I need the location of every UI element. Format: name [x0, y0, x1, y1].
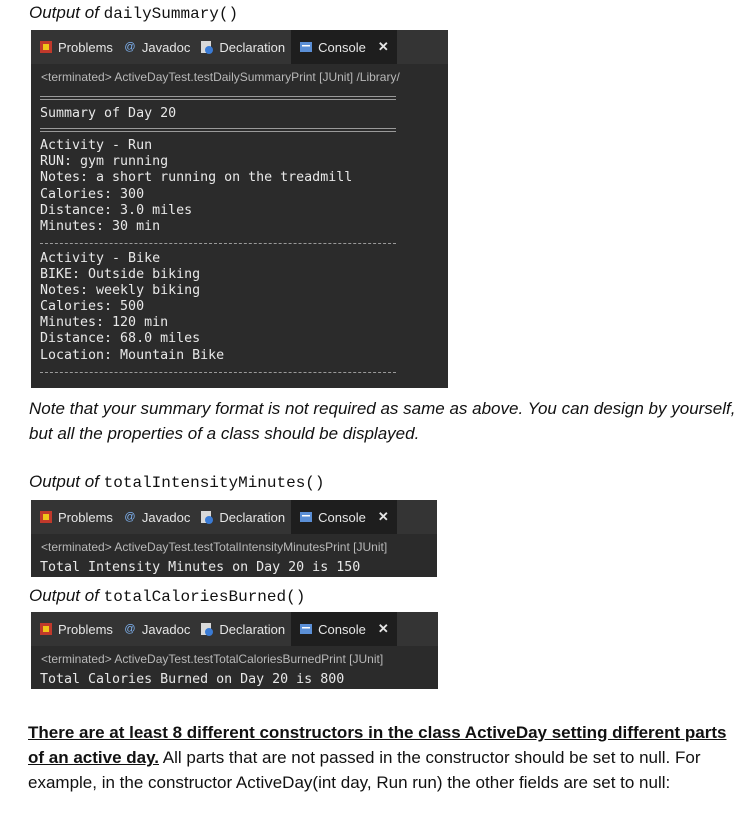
method-name: totalCaloriesBurned() — [103, 588, 306, 606]
tab-declaration[interactable] — [200, 510, 285, 525]
divider — [40, 364, 448, 380]
divider — [40, 90, 448, 106]
heading-total-intensity — [29, 472, 325, 492]
close-icon[interactable]: ✕ — [377, 509, 389, 524]
tab-console[interactable] — [291, 612, 397, 646]
method-name: dailySummary() — [103, 5, 239, 23]
declaration-icon — [200, 40, 214, 54]
problems-icon — [39, 40, 53, 54]
console-line: Minutes: 120 min — [40, 315, 169, 331]
console-line: BIKE: Outside biking — [40, 267, 201, 283]
output-of-label: Output of — [29, 586, 99, 605]
view-tab-bar — [31, 500, 437, 534]
console-line: Distance: 3.0 miles — [40, 202, 193, 218]
tab-declaration[interactable] — [200, 622, 285, 637]
constructors-paragraph — [28, 720, 740, 795]
javadoc-icon: @ — [124, 511, 136, 523]
tab-problems[interactable] — [39, 40, 113, 55]
console-line: Calories: 300 — [40, 186, 145, 202]
console-line: Activity - Run — [40, 138, 153, 154]
console-status: <terminated> ActiveDayTest.testDailySummaryPrint [JUnit] /Library/ — [41, 70, 400, 84]
heading-daily-summary — [29, 3, 238, 23]
console-output — [31, 560, 437, 576]
console-line: Total Intensity Minutes on Day 20 is 150 — [40, 560, 361, 575]
heading-total-calories — [29, 586, 305, 606]
divider — [40, 235, 448, 251]
problems-icon — [39, 510, 53, 524]
console-line: Notes: weekly biking — [40, 283, 201, 299]
console-icon — [299, 510, 313, 524]
tab-label: Javadoc — [141, 621, 191, 637]
output-of-label: Output of — [29, 472, 99, 491]
console-icon — [299, 622, 313, 636]
console-output — [31, 672, 438, 688]
tab-label: Problems — [58, 509, 113, 525]
constructors-detail: All parts that are not passed in the constructor should be set to null. For example, in the constructor ActiveDay(int day, Run run) the other fields are set to null: — [28, 748, 701, 792]
tab-label: Problems — [58, 621, 113, 637]
console-line: Distance: 68.0 miles — [40, 331, 201, 347]
console-icon — [299, 40, 313, 54]
declaration-icon — [200, 622, 214, 636]
console-line: Activity - Bike — [40, 250, 161, 266]
constructors-requirement: There are at least 8 different constructors in the class ActiveDay setting different parts of an active day. — [28, 723, 727, 767]
method-name: totalIntensityMinutes() — [103, 474, 325, 492]
console-line: Minutes: 30 min — [40, 218, 161, 234]
close-icon[interactable]: ✕ — [377, 621, 389, 636]
tab-javadoc[interactable] — [123, 510, 190, 525]
close-icon[interactable]: ✕ — [377, 39, 389, 54]
tab-javadoc[interactable] — [123, 40, 190, 55]
console-status: <terminated> ActiveDayTest.testTotalIntensityMinutesPrint [JUnit] — [41, 540, 388, 554]
problems-icon — [39, 622, 53, 636]
divider — [40, 122, 448, 138]
console-status: <terminated> ActiveDayTest.testTotalCaloriesBurnedPrint [JUnit] — [41, 652, 384, 666]
tab-label: Javadoc — [141, 509, 191, 525]
javadoc-icon: @ — [124, 623, 136, 635]
tab-label: Console — [318, 39, 366, 55]
console-line: RUN: gym running — [40, 154, 169, 170]
console-line: Location: Mountain Bike — [40, 347, 225, 363]
tab-label: Declaration — [219, 509, 286, 525]
format-note: Note that your summary format is not required as same as above. You can design by yourself, but all the properties of a class should be displayed. — [29, 399, 736, 443]
javadoc-icon: @ — [124, 41, 136, 53]
console-panel-calories — [31, 612, 438, 689]
tab-javadoc[interactable] — [123, 622, 190, 637]
console-line: Summary of Day 20 — [40, 106, 177, 122]
tab-label: Problems — [58, 39, 113, 55]
tab-label: Console — [318, 621, 366, 637]
console-output — [31, 90, 448, 380]
declaration-icon — [200, 510, 214, 524]
view-tab-bar — [31, 612, 438, 646]
tab-label: Declaration — [219, 621, 286, 637]
tab-problems[interactable] — [39, 510, 113, 525]
tab-label: Console — [318, 509, 366, 525]
console-panel-daily-summary — [31, 30, 448, 388]
tab-console[interactable] — [291, 30, 397, 64]
console-line: Total Calories Burned on Day 20 is 800 — [40, 672, 345, 687]
console-line: Calories: 500 — [40, 299, 145, 315]
console-panel-intensity — [31, 500, 437, 577]
tab-label: Javadoc — [141, 39, 191, 55]
tab-problems[interactable] — [39, 622, 113, 637]
tab-label: Declaration — [219, 39, 286, 55]
console-line: Notes: a short running on the treadmill — [40, 170, 353, 186]
output-of-label: Output of — [29, 3, 99, 22]
tab-declaration[interactable] — [200, 40, 285, 55]
tab-console[interactable] — [291, 500, 397, 534]
view-tab-bar — [31, 30, 448, 64]
